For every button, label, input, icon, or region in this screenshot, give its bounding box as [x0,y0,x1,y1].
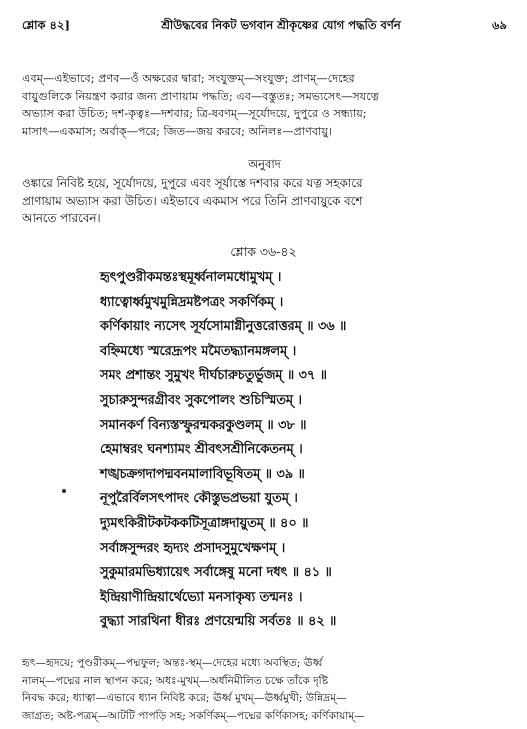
verse-line: বুদ্ধ্যা সারথিনা ধীরঃ প্রণয়েন্ময়ি সর্বতঃ ॥ ৪২ ॥ [100,614,337,630]
verse-line: শঙ্খচক্রগদাপদ্মবনমালাবিভূষিতম্ ॥ ৩৯ ॥ [100,466,305,482]
page-number: ৬৯ [492,17,507,32]
word-meaning-line: নালম্—পদ্মের নাল স্থাপন করে; অধঃ-মুখম্—অর্ধনিমীলিত চক্ষে তাঁকে দৃষ্টি [22,674,329,687]
verse-line: কর্ণিকায়াং ন্যসেৎ সূর্যসোমাগ্নীনুত্তরোত্তরম্ ॥ ৩৬ ॥ [100,319,347,335]
print-speck [62,489,66,493]
verse-line: সুকুমারমভিধ্যায়েৎ সর্বাঙ্গেষু মনো দধৎ ॥ ৪১ ॥ [100,565,332,581]
word-meaning-line: জাগ্রত; অষ্ট-পত্রম্—আটটি পাপড়ি সহ; সকর্ণিকম্—পদ্মের কর্ণিকাসহ; কর্ণিকায়াম্— [22,709,365,722]
verse-line: বহ্নিমধ্যে স্মরেদ্রূপং মমৈতদ্ধ্যানমঙ্গলম্ । [100,343,297,359]
header-chapter-title: শ্রীউদ্ধবের নিকট ভগবান শ্রীকৃষ্ণের যোগ পদ্ধতি বর্ণন [161,17,401,32]
translation [22,175,507,228]
verse-line: নূপুরৈর্বিলসৎপাদং কৌস্তুভপ্রভয়া যুতম্ । [100,491,298,507]
translation-heading: অনুবাদ [248,157,281,171]
translation-line: আনতে পারবেন। [22,211,101,225]
word-meaning-line: অভ্যাস করা উচিত; দশ-কৃত্বঃ—দশবার; ত্রি-ষবণম্—সূর্যোদয়ে, দুপুরে ও সন্ধ্যায়; [22,107,367,120]
word-meaning-line: নিবদ্ধ করে; ধ্যাত্বা—এভাবে ধ্যান নিবিষ্ট করে; ঊর্ধ্ব মুখম্—ঊর্ধ্বমুখী; উন্নিদ্রম্— [22,692,347,704]
translation-line: প্রাণায়াম অভ্যাস করা উচিত। এইভাবে একমাস পরে তিনি প্রাণবায়ুকে বশে [22,193,363,208]
verse-line: দ্যুমৎকিরীটকটককটিসূত্রাঙ্গদায়ুতম্ ॥ ৪০ ॥ [100,515,309,531]
word-meaning-line: এবম্—এইভাবে; প্রণব—ওঁ অক্ষরের দ্বারা; সংযুক্তম্—সংযুক্ত; প্রাণম্—দেহের [22,72,355,85]
word-meanings-top [22,70,507,140]
sloka-heading: শ্লোক ৩৬-৪২ [230,244,297,259]
word-meanings-bottom [22,655,507,725]
translation-line: ওঙ্কারে নিবিষ্ট হয়ে, সূর্যোদয়ে, দুপুরে এবং সূর্যাস্তে দশবার করে যত্ন সহকারে [22,176,363,190]
verse-line: সর্বাঙ্গসুন্দরং হৃদ্যং প্রসাদসুমুখেক্ষণম্ । [100,540,286,556]
page-header [22,14,507,38]
header-verse-ref: শ্লোক ৪২] [22,17,70,32]
verse-line: সমং প্রশান্তং সুমুখং দীর্ঘচারুচতুর্ভুজম্ ॥ ৩৭ ॥ [100,368,327,384]
verse-line: সমানকর্ণ বিন্যস্তস্ফুরন্মকরকুণ্ডলম্ ॥ ৩৮ ॥ [100,417,307,433]
verse-line: ইন্দ্রিয়াণীন্দ্রিয়ার্থেভ্যো মনসাকৃষ্য তন্মনঃ । [100,589,303,605]
verse-line: ধ্যাত্বোর্ধ্বমুখমুন্নিদ্রমষ্টপত্রং সকর্ণিকম্ । [100,294,284,310]
word-meaning-line: বায়ুগুলিকে নিয়ন্ত্রণ করার জন্য প্রাণায়াম পদ্ধতি; এব—বস্তুতঃ; সমভ্যসেৎ—সযত্নে [22,89,379,103]
sanskrit-verses [100,266,346,635]
verse-line: হৃৎপুণ্ডরীকমন্তঃস্থমূর্ধ্বনালমধোমুখম্ । [100,270,282,285]
verse-line: সুচারুসুন্দরগ্রীবং সুকপোলং শুচিস্মিতম্ । [100,392,303,408]
word-meaning-line: হৃৎ—হৃদয়ে; পুণ্ডরীকম্—পদ্মফুল; অন্তঃ-স্থম্—দেহের মধ্যে অবস্থিত; ঊর্ধ্ব [22,657,323,669]
word-meaning-line: মাসাৎ—একমাস; অর্বাক্—পরে; জিত—জয় করবে; অনিলঃ—প্রাণবায়ু। [22,124,332,138]
verse-line: হেমাম্বরং ঘনশ্যামং শ্রীবৎসশ্রীনিকেতনম্ । [100,442,303,458]
